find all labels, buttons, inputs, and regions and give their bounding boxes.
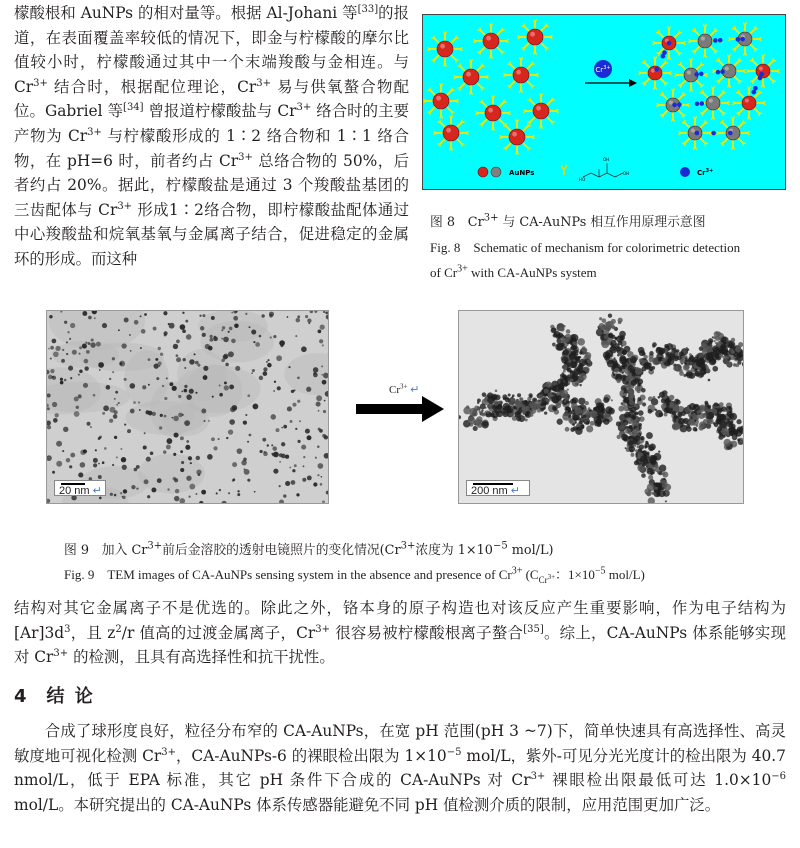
figure-9-caption-cn: 图 9 加入 $Cr^{3+}$前后金溶胶的透射电镜照片的变化情况($Cr^{3+}$浓度为 $1\times 10^{-5}$ mol/L) — [64, 540, 554, 558]
tem-image-before — [46, 310, 329, 504]
gold-nanoparticle — [639, 57, 672, 90]
cr-ion — [736, 37, 741, 42]
gold-nanoparticle — [476, 96, 511, 131]
cr-ion — [740, 37, 745, 42]
gold-nanoparticle — [733, 87, 766, 120]
cr-ion — [720, 69, 725, 74]
gold-nanoparticle — [434, 116, 469, 151]
cr-ion — [718, 38, 723, 43]
figure-8-schematic — [422, 14, 786, 190]
arrow-cr-label: $Cr^{3+}$ — [595, 65, 611, 74]
legend-aunps-label: AuNPs — [509, 169, 535, 177]
cr-ion — [654, 67, 659, 72]
legend-particle-grey — [491, 167, 501, 177]
cr-ion — [713, 38, 718, 43]
legend-ligand-icon — [561, 165, 567, 175]
cr-ion — [677, 102, 682, 107]
tem-image-after — [458, 310, 744, 504]
cr-ion — [695, 131, 700, 136]
cr-ion — [759, 72, 764, 77]
fig9-arrow — [356, 396, 446, 422]
body-paragraph-left: 檬酸根和 AuNPs 的相对量等。根据 Al-Johani 等[33]的报道，在表面覆盖率较低的情况下，即金与柠檬酸的摩尔比值较小时，柠檬酸通过其中一个末端羧酸与金相连。与 $Cr^{3+}$ 结合时，根据配位理论，$Cr^{3+}$ 易与供氧螯合物配位。Gabriel 等[34] 曾报道柠檬酸盐与 $Cr^{3+}$ 络合时的主要产物为 $Cr^{3+}$ 与柠檬酸形成的 1∶2 络合物和 1∶1 络合物，在 pH=6 时，前者约占 $Cr^{3+}$ 总络合物的 50%，后者约占 20%。据此，柠檬酸盐是通过 3 个羧酸盐基团的三齿配体与 $Cr^{3+}$ 形成1∶2络合物，即柠檬酸盐配体通过中心羧酸盐和烷氧基氧与金属离子结合，促进稳定的金属环的形成。而这种 — [14, 3, 409, 268]
tem-dispersed-particles — [47, 311, 329, 504]
svg-text:HO: HO — [579, 177, 586, 182]
scale-bar-right: 200 nm ↵ — [466, 480, 530, 496]
scale-bar-left: 20 nm ↵ — [54, 480, 106, 496]
figure-9-caption-en: Fig. 9 TEM images of CA-AuNPs sensing system in the absence and presence of $Cr^{3+}$ ($C_{Cr^{3+}}$：$1\times 10^{-5}$ mol/L) — [64, 565, 645, 585]
cr-ion — [662, 50, 667, 55]
fig9-arrow-label: $Cr^{3+}$ ↵ — [389, 382, 420, 396]
cr-ion — [695, 102, 700, 107]
svg-text:OH: OH — [603, 157, 610, 162]
gold-nanoparticle — [454, 60, 489, 95]
figure-8-caption-en-1: Fig. 8 Schematic of mechanism for colorimetric detection — [430, 240, 741, 255]
gold-nanoparticle — [518, 20, 553, 55]
figure-8-caption-en-2: of $Cr^{3+}$ with CA-AuNPs system — [430, 263, 597, 280]
legend — [478, 157, 713, 182]
legend-cr-icon — [680, 167, 690, 177]
gold-nanoparticle — [474, 24, 509, 59]
cr-ion — [672, 103, 677, 108]
gold-nanoparticle — [500, 120, 535, 155]
figure-8-caption-cn: 图 8 $Cr^{3+}$ 与 CA-AuNPs 相互作用原理示意图 — [430, 212, 706, 230]
gold-nanoparticle — [729, 23, 762, 56]
gold-nanoparticle — [524, 94, 559, 129]
tem-aggregated-particles — [459, 311, 744, 504]
gold-nanoparticle — [424, 84, 459, 119]
conclusion-paragraph: 合成了球形度良好，粒径分布窄的 CA-AuNPs，在宽 pH 范围(pH 3 ~7)下，简单快速具有高选择性、高灵敏度地可视化检测 $Cr^{3+}$，CA-AuNPs-6 的裸眼检出限为 $1\times 10^{-5}$ mol/L，紫外-可见分光光度计的检出限为 40.7 nmol/L，低于 EPA 标准，其它 pH 条件下合成的 CA-AuNPs 对 $Cr^{3+}$ 裸眼检出限最低可达 $1.0\times 10^{-6}$ mol/L。本研究提出的 CA-AuNPs 体系传感器能避免不同 pH 值检测介质的限制，应用范围更加广泛。 — [14, 722, 786, 814]
gold-nanoparticle — [717, 117, 750, 150]
svg-text:OH: OH — [623, 171, 630, 176]
cr-ion — [694, 72, 699, 77]
cr-ion — [667, 41, 672, 46]
cr-ion — [716, 70, 721, 75]
body-paragraph-continued: 结构对其它金属离子不是优选的。除此之外，铬本身的原子构造也对该反应产生重要影响，作为电子结构为$[Ar]3d^3$，且 $z^2/r$ 值高的过渡金属离子，$Cr^{3+}$ 很容易被柠檬酸根离子螯合[35]。综上，CA-AuNPs 体系能够实现对 $Cr^{3+}$ 的检测，且具有高选择性和抗干扰性。 — [14, 599, 786, 667]
cr-ion — [700, 101, 705, 106]
cr-ion — [699, 72, 704, 77]
legend-cr-label: $Cr^{3+}$ — [697, 168, 714, 177]
gold-nanoparticle — [428, 32, 463, 67]
gold-nanoparticle — [504, 58, 539, 93]
cr-ion — [711, 131, 716, 136]
mechanism-diagram — [423, 15, 785, 189]
section-heading-conclusion: 4 结 论 — [14, 686, 95, 707]
gold-nanoparticle — [747, 55, 780, 88]
citrate-structure — [583, 163, 623, 177]
legend-particle-red — [478, 167, 488, 177]
cr-ion — [728, 131, 733, 136]
cr-ion — [753, 86, 758, 91]
